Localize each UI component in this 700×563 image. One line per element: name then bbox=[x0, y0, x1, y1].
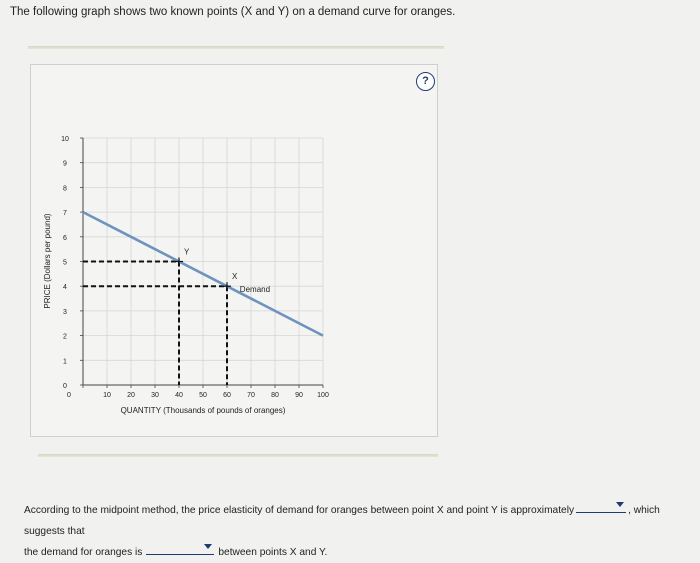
chart-points bbox=[175, 248, 238, 291]
y-tick-label: 8 bbox=[63, 185, 67, 193]
x-tick-label: 30 bbox=[151, 392, 159, 399]
answer-text-1: According to the midpoint method, the price elasticity of demand for oranges between point X and point Y is approximately bbox=[24, 505, 575, 516]
y-tick-label: 3 bbox=[63, 308, 67, 316]
x-tick-label: 70 bbox=[247, 392, 255, 399]
x-tick-label: 90 bbox=[295, 392, 303, 399]
demand-label: Demand bbox=[239, 285, 271, 295]
x-tick-label: 80 bbox=[271, 392, 279, 399]
y-tick-label: 10 bbox=[61, 136, 69, 143]
x-axis-label: QUANTITY (Thousands of pounds of oranges) bbox=[120, 406, 286, 415]
y-tick-label: 1 bbox=[63, 358, 67, 366]
y-axis-label: PRICE (Dollars per pound) bbox=[43, 213, 52, 309]
answer-text-3: the demand for oranges is bbox=[24, 547, 143, 558]
x-tick-label: 40 bbox=[175, 392, 183, 399]
x-tick-label: 60 bbox=[223, 392, 231, 399]
chart-ticks bbox=[61, 136, 329, 399]
answer-area bbox=[24, 500, 694, 563]
elasticity-value-dropdown[interactable] bbox=[576, 500, 626, 513]
elasticity-type-dropdown[interactable] bbox=[146, 542, 214, 555]
y-tick-label: 0 bbox=[63, 383, 67, 390]
help-button[interactable]: ? bbox=[416, 72, 435, 91]
point-label: X bbox=[232, 272, 238, 282]
x-tick-label: 10 bbox=[103, 392, 111, 399]
answer-text-2: , which suggests that bbox=[24, 505, 660, 537]
y-tick-label: 4 bbox=[63, 284, 67, 292]
divider-top bbox=[28, 46, 444, 49]
y-tick-label: 7 bbox=[63, 210, 67, 218]
answer-text-4: between points X and Y. bbox=[218, 547, 328, 558]
x-tick-label: 20 bbox=[127, 392, 135, 399]
point-label: Y bbox=[184, 247, 190, 257]
chevron-down-icon bbox=[204, 544, 212, 549]
x-tick-label: 100 bbox=[317, 392, 329, 399]
question-text: The following graph shows two known points (X and Y) on a demand curve for oranges. bbox=[10, 6, 456, 18]
chevron-down-icon bbox=[616, 502, 624, 507]
y-tick-label: 9 bbox=[63, 160, 67, 168]
y-tick-label: 5 bbox=[63, 259, 67, 267]
demand-chart bbox=[31, 65, 437, 436]
x-tick-label: 0 bbox=[67, 392, 71, 399]
x-tick-label: 50 bbox=[199, 392, 207, 399]
y-tick-label: 6 bbox=[63, 234, 67, 242]
y-tick-label: 2 bbox=[63, 333, 67, 341]
divider-bottom bbox=[38, 454, 438, 457]
graph-panel bbox=[30, 64, 438, 437]
